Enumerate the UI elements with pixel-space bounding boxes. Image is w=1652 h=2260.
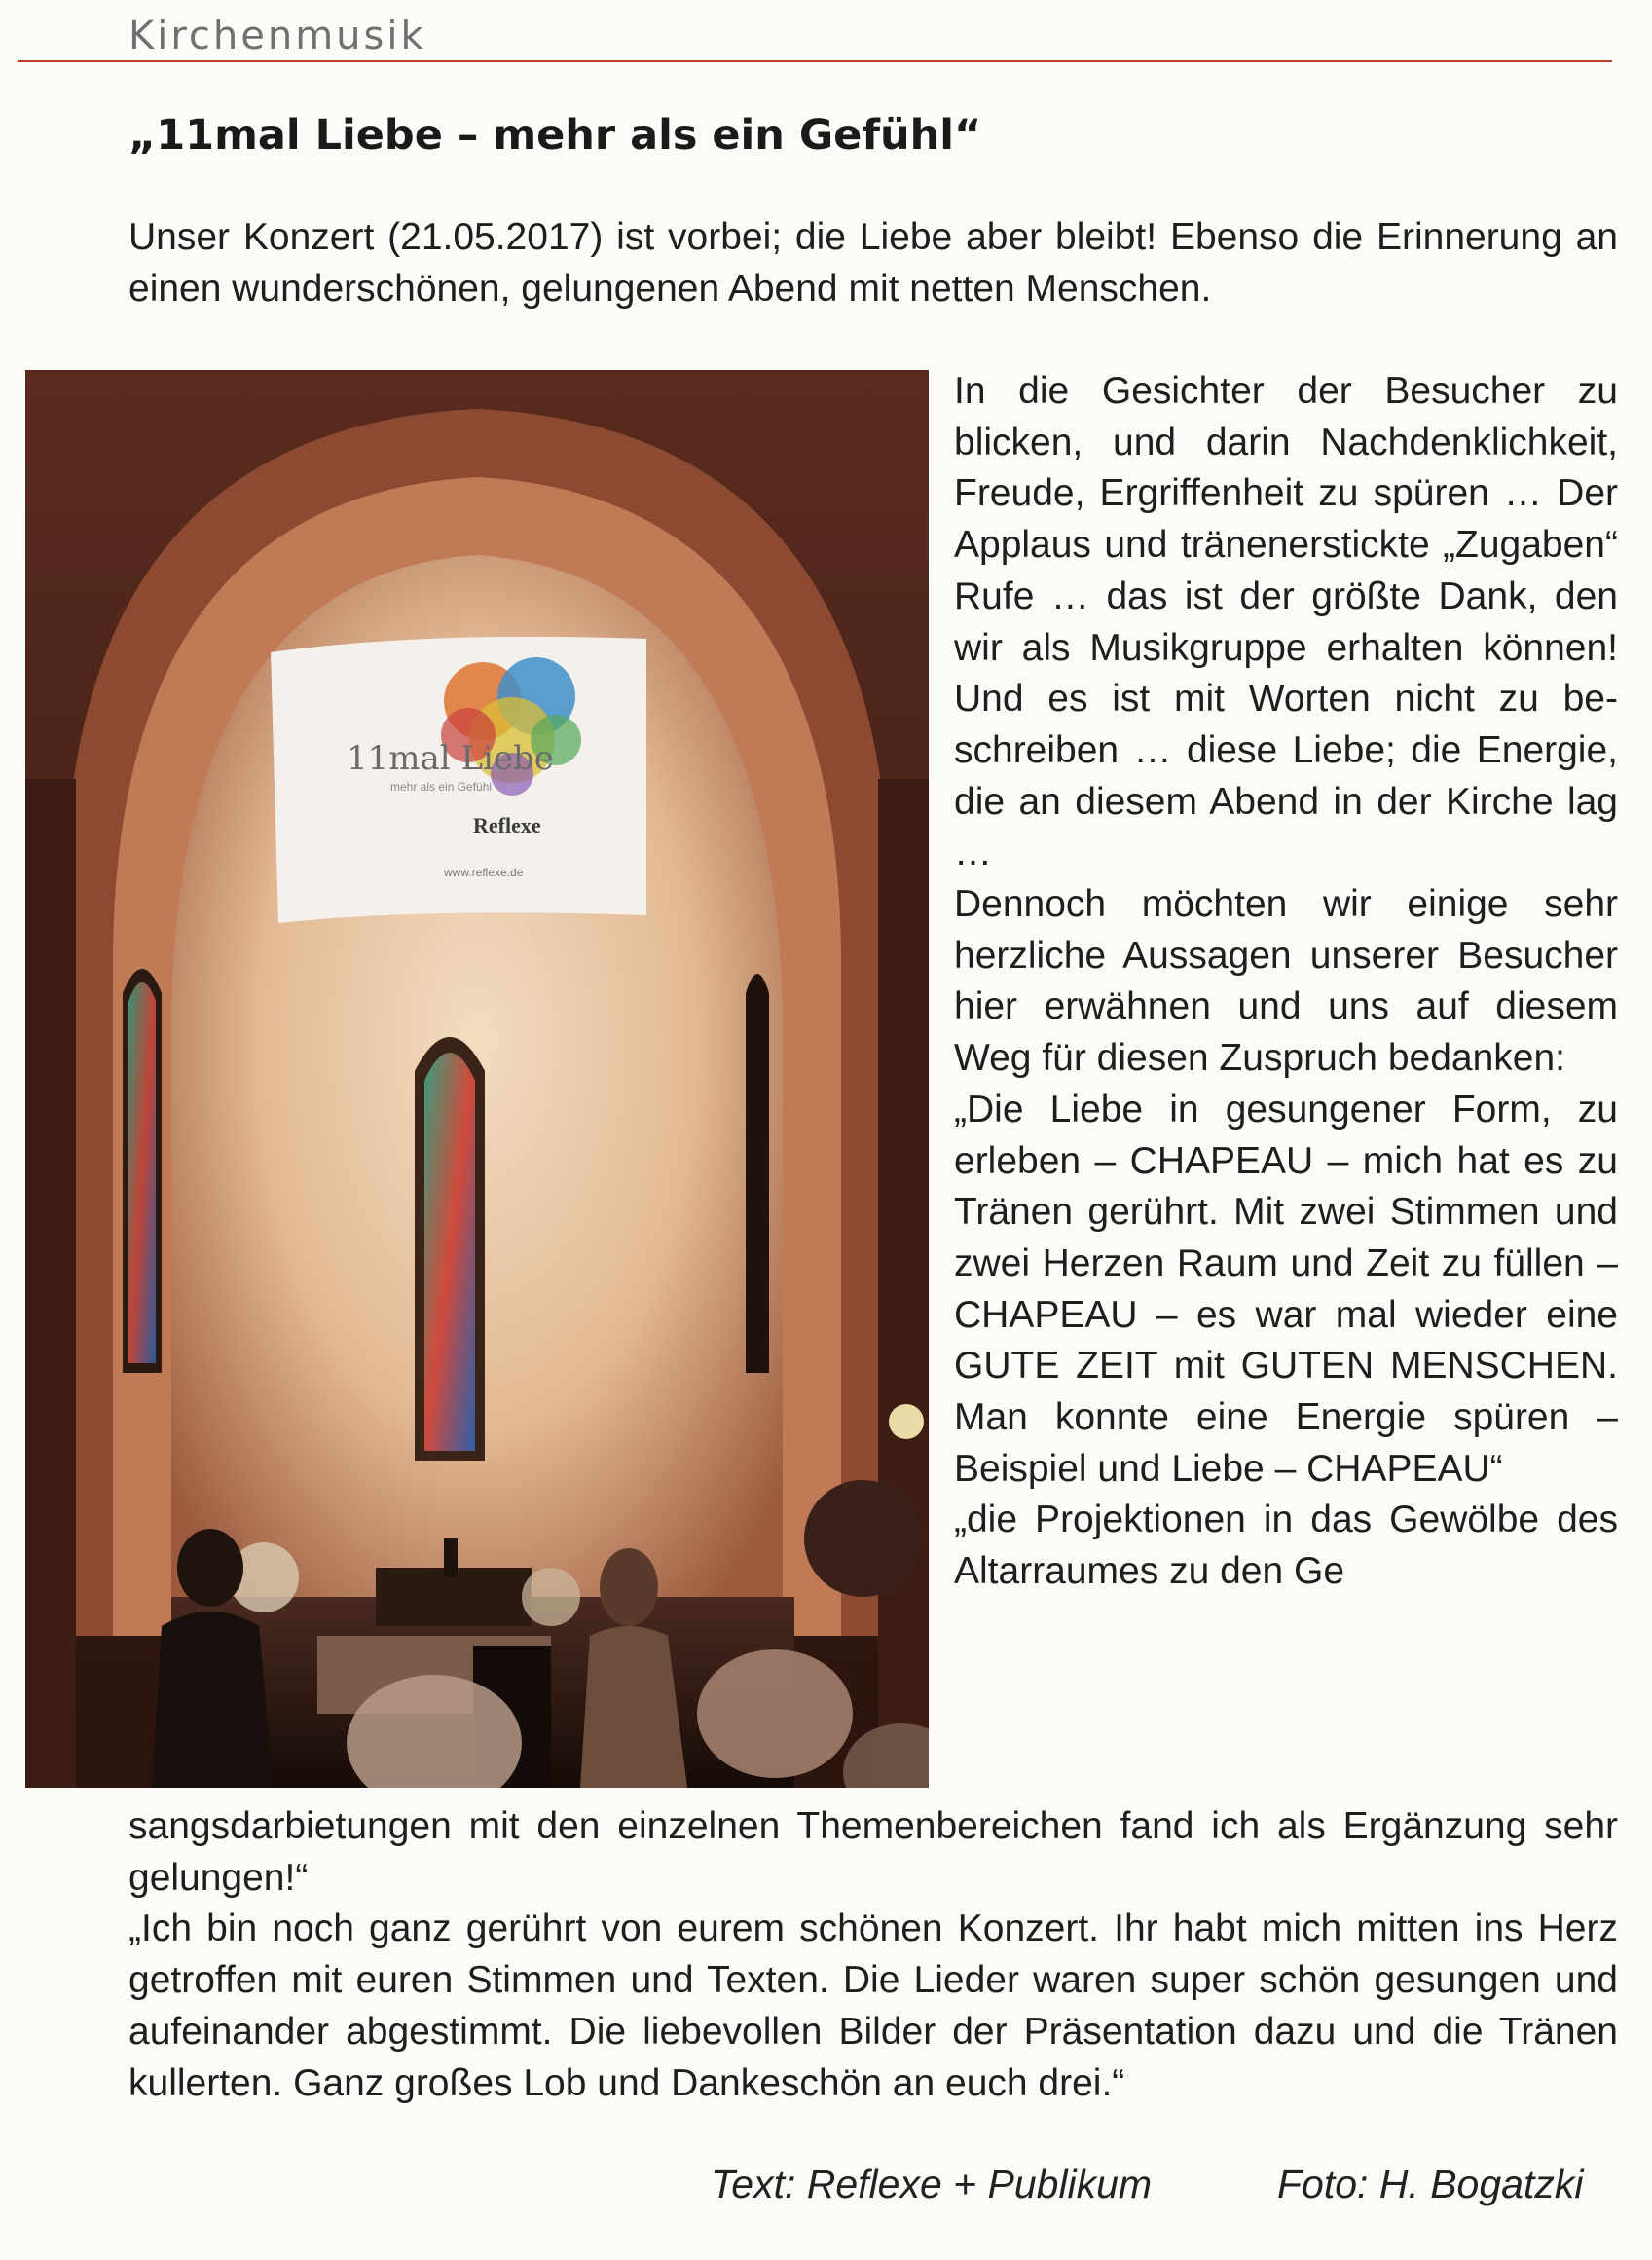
- quote-paragraph: sangsdarbietungen mit den einzelnen Themenbereichen fand ich als Ergänzung sehr gelungen!“: [128, 1805, 1618, 1899]
- intro-paragraph: Unser Konzert (21.05.2017) ist vorbei; die Liebe aber bleibt! Ebenso die Erinnerung an einen wunderschönen, gelungenen Abend mit netten Menschen.: [128, 216, 1618, 310]
- quote-paragraph: „Die Liebe in gesungener Form, zu erleben – CHAPEAU – mich hat es zu Tränen gerührt. Mit zwei Stimmen und zwei Herzen Raum und Zeit zu füllen – CHAPEAU – es war mal wieder eine GUTE ZEIT mit GUTEN MENSCHEN. Man konnte eine Energie spüren – Beispiel und Liebe – CHAPEAU“: [954, 1088, 1618, 1490]
- right-column-text: [954, 366, 1618, 1598]
- article-title: „11mal Liebe – mehr als ein Gefühl“: [128, 111, 982, 160]
- projection-brand: Reflexe: [473, 813, 541, 837]
- projection-subtitle: mehr als ein Gefühl: [390, 780, 493, 794]
- section-label: Kirchenmusik: [128, 14, 426, 58]
- projection-url: www.reflexe.de: [444, 866, 524, 879]
- paragraph: In die Gesichter der Besucher zu blicken, und darin Nachdenklichkeit, Freude, Ergriffenheit zu spüren … Der Applaus und tränenerstickte „Zugaben“ Rufe … das ist der größte Dank, den wir als Musikgruppe erhalten können! Und es ist mit Worten nicht zu beschreiben … diese Liebe; die Energie, die an diesem Abend in der Kirche lag …: [954, 370, 1618, 874]
- text-credit: Text: Reflexe + Publikum: [711, 2162, 1153, 2206]
- photo-credit: Foto: H. Bogatzki: [1277, 2162, 1584, 2206]
- header-rule: [18, 60, 1612, 62]
- quote-paragraph: „die Projektionen in das Gewölbe des Altarraumes zu den Ge: [954, 1499, 1618, 1593]
- paragraph: Dennoch möchten wir einige sehr herzliche Aussagen unserer Besucher hier erwähnen und uns auf diesem Weg für diesen Zuspruch bedanken:: [954, 883, 1618, 1080]
- projection-title: 11mal Liebe: [347, 739, 554, 778]
- full-width-text: [128, 1801, 1618, 2109]
- quote-paragraph: „Ich bin noch ganz gerührt von eurem schönen Konzert. Ihr habt mich mitten ins Herz getroffen mit euren Stimmen und Texten. Die Lieder waren super schön gesungen und aufeinander abgestimmt. Die liebevollen Bilder der Präsentation dazu und die Tränen kullerten. Ganz großes Lob und Dankeschön an euch drei.“: [128, 1908, 1618, 2104]
- concert-photo: [25, 370, 929, 1788]
